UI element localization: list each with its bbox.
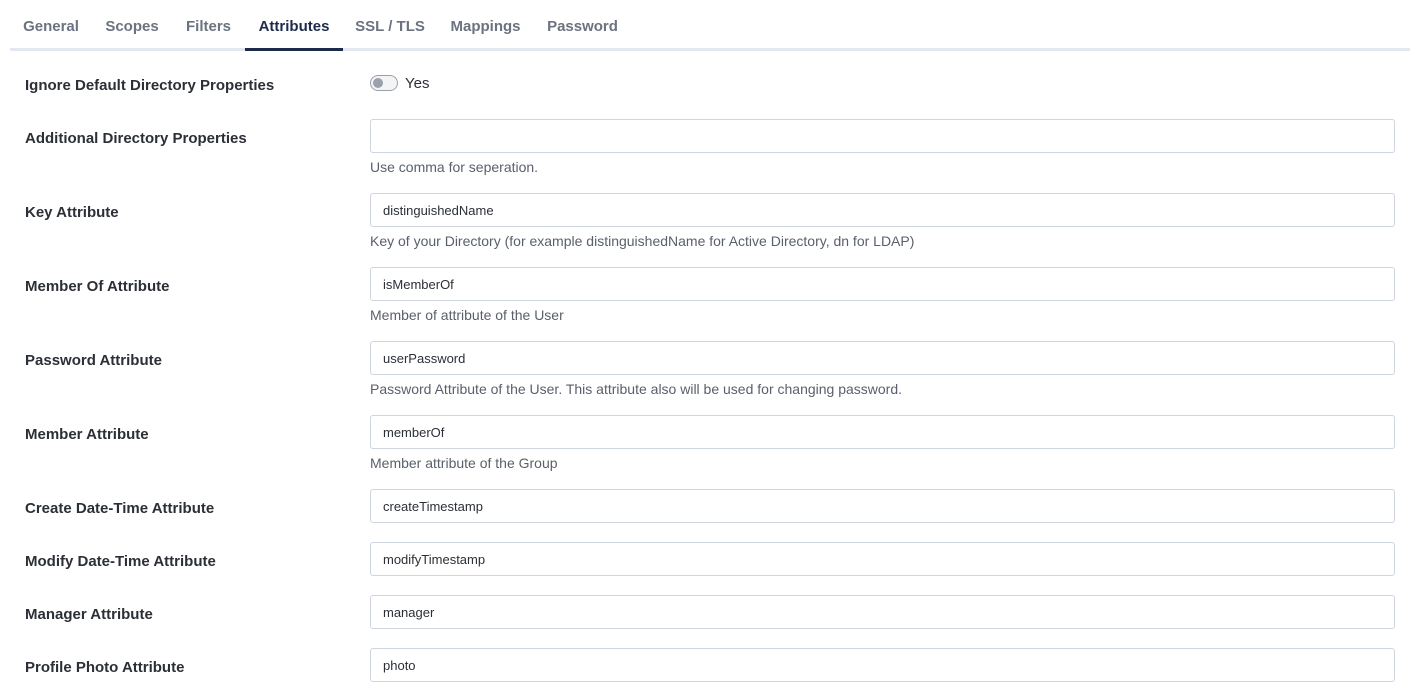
member-of-attr-input[interactable]	[370, 267, 1395, 301]
ignore-default-label: Ignore Default Directory Properties	[25, 77, 275, 94]
create-dt-attr-input[interactable]	[370, 489, 1395, 523]
ignore-default-toggle[interactable]	[370, 75, 398, 91]
member-attr-label: Member Attribute	[25, 426, 149, 443]
ignore-default-toggle-text: Yes	[405, 75, 430, 92]
member-of-attr-label: Member Of Attribute	[25, 278, 170, 295]
create-dt-attr-label: Create Date-Time Attribute	[25, 500, 215, 517]
tab-attributes[interactable]: Attributes	[245, 0, 343, 48]
manager-attr-label: Manager Attribute	[25, 606, 153, 623]
photo-attr-input[interactable]	[370, 648, 1395, 682]
manager-attr-input[interactable]	[370, 595, 1395, 629]
key-attr-input[interactable]	[370, 193, 1395, 227]
tab-ssl-tls[interactable]: SSL / TLS	[355, 18, 425, 35]
key-attr-label: Key Attribute	[25, 204, 119, 221]
tab-filters[interactable]: Filters	[185, 18, 231, 35]
tab-scopes[interactable]: Scopes	[105, 18, 159, 35]
additional-props-input[interactable]	[370, 119, 1395, 153]
photo-attr-label: Profile Photo Attribute	[25, 659, 185, 676]
additional-props-label: Additional Directory Properties	[25, 130, 247, 147]
modify-dt-attr-label: Modify Date-Time Attribute	[25, 553, 216, 570]
toggle-knob	[373, 78, 383, 88]
password-attr-label: Password Attribute	[25, 352, 162, 369]
member-of-attr-help: Member of attribute of the User	[370, 307, 564, 323]
member-attr-help: Member attribute of the Group	[370, 455, 558, 471]
password-attr-input[interactable]	[370, 341, 1395, 375]
tab-password[interactable]: Password	[547, 18, 618, 35]
tab-general[interactable]: General	[23, 18, 79, 35]
key-attr-help: Key of your Directory (for example distinguishedName for Active Directory, dn for LDAP)	[370, 233, 915, 249]
additional-props-help: Use comma for seperation.	[370, 159, 539, 175]
password-attr-help: Password Attribute of the User. This attribute also will be used for changing password.	[370, 381, 903, 397]
tab-mappings[interactable]: Mappings	[450, 18, 521, 35]
member-attr-input[interactable]	[370, 415, 1395, 449]
modify-dt-attr-input[interactable]	[370, 542, 1395, 576]
tab-bar	[10, 0, 1410, 51]
